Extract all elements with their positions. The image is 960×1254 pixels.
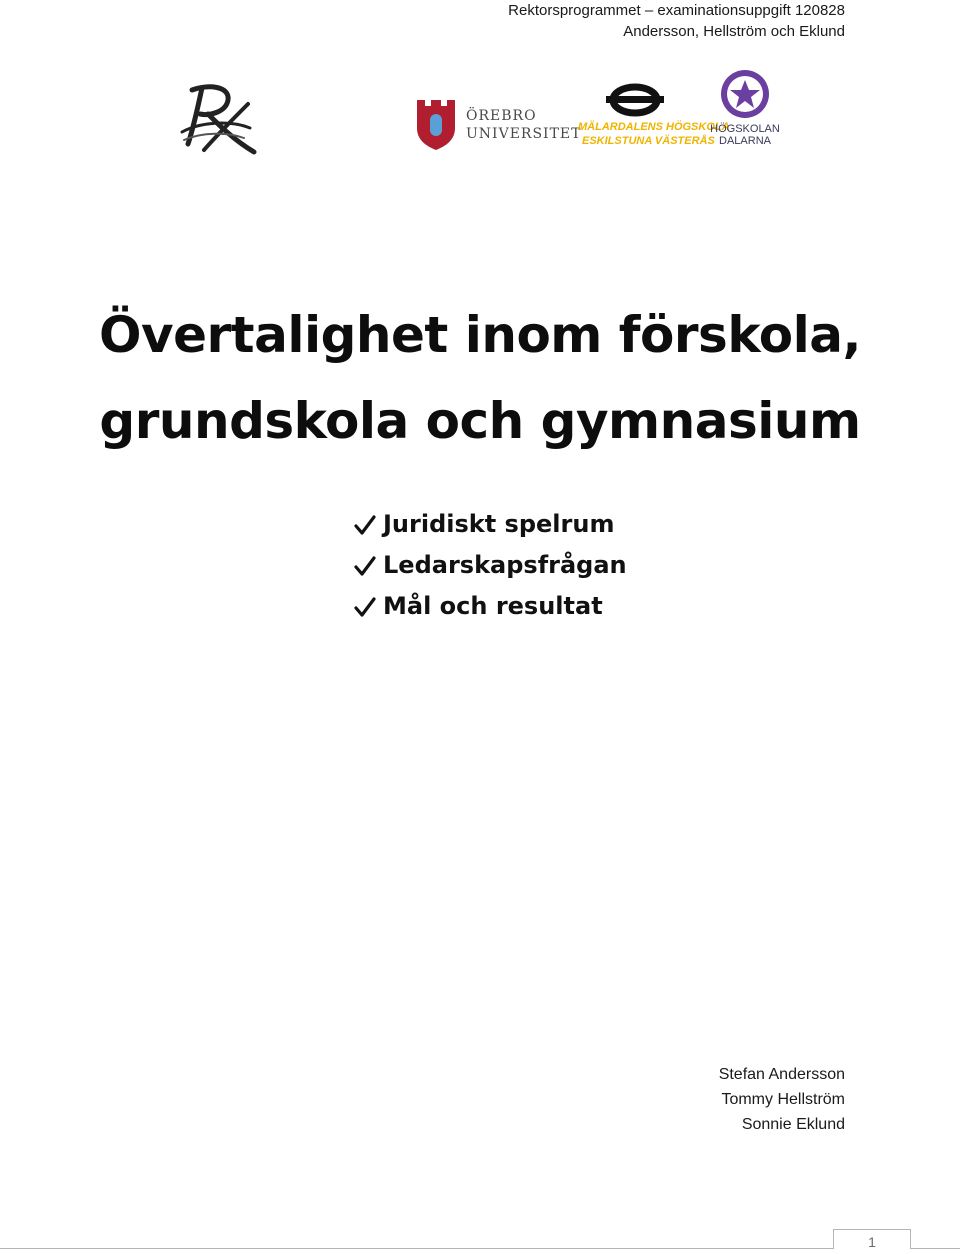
checklist-item-label: Juridiskt spelrum [383, 510, 615, 538]
svg-text:ÖREBRO: ÖREBRO [466, 108, 537, 124]
svg-text:DALARNA: DALARNA [719, 135, 771, 147]
checklist-item-label: Ledarskapsfrågan [383, 551, 627, 579]
header-line-authors: Andersson, Hellström och Eklund [623, 23, 845, 40]
svg-text:MÄLARDALENS HÖGSKOLA: MÄLARDALENS HÖGSKOLA [578, 121, 730, 133]
checkmark-icon [354, 555, 376, 577]
checkmark-icon [354, 514, 376, 536]
title-line-1: Övertalighet inom förskola, [99, 306, 861, 364]
document-title [0, 292, 960, 464]
rx-monogram-logo [178, 82, 260, 156]
checklist-item [354, 586, 627, 627]
logo-row [0, 60, 960, 170]
author-name: Sonnie Eklund [741, 1116, 845, 1133]
author-name: Tommy Hellström [721, 1091, 845, 1108]
title-line-2: grundskola och gymnasium [99, 392, 861, 450]
checklist-item [354, 545, 627, 586]
topic-checklist [354, 504, 627, 627]
svg-text:HÖGSKOLAN: HÖGSKOLAN [710, 123, 780, 135]
checklist-item [354, 504, 627, 545]
page-header [508, 0, 845, 42]
header-line-program: Rektorsprogrammet – examinationsuppgift 120828 [508, 2, 845, 19]
checkmark-icon [354, 596, 376, 618]
malardalens-hogskola-logo [576, 82, 730, 150]
author-name: Stefan Andersson [718, 1066, 845, 1083]
svg-text:ESKILSTUNA VÄSTERÅS: ESKILSTUNA VÄSTERÅS [582, 135, 715, 147]
hogskolan-dalarna-logo [708, 66, 782, 152]
svg-text:UNIVERSITET: UNIVERSITET [466, 126, 582, 142]
page-number: 1 [833, 1229, 911, 1249]
footer-divider [0, 1248, 960, 1249]
checklist-item-label: Mål och resultat [383, 592, 603, 620]
author-list [719, 1062, 845, 1137]
orebro-universitet-logo [414, 94, 582, 152]
